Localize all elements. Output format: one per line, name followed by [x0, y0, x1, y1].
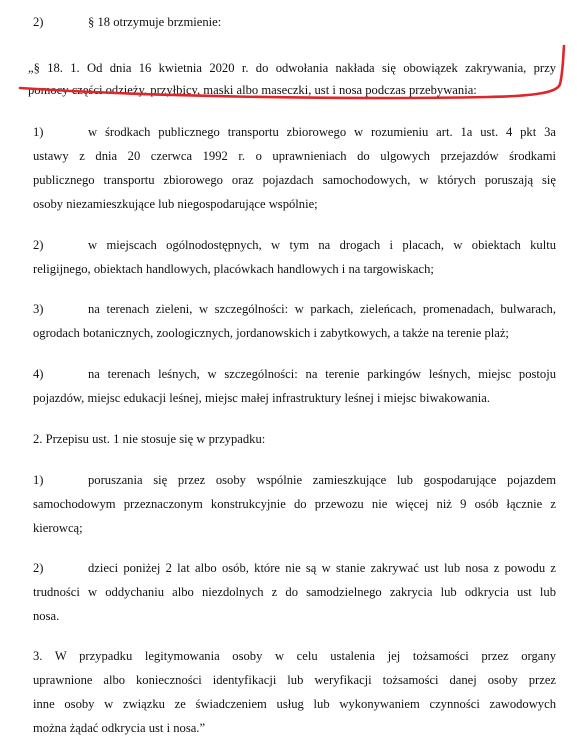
item-text-line: trudności w oddychaniu albo niezdolnych z do samodzielnego zakrycia lub odkrycia ust lub [33, 585, 556, 599]
item-text-line: ustawy z dnia 20 czerwca 1992 r. o uprawnieniach do ulgowych przejazdów środkami [33, 149, 556, 163]
item-text-line: pojazdów, miejsc edukacji leśnej, miejsc małej infrastruktury leśnej i miejsc biwakowania. [33, 391, 490, 405]
intro-text: § 18 otrzymuje brzmienie: [88, 15, 222, 29]
section-3-line: inne osoby w związku ze świadczeniem usług lub wykonywaniem czynności zawodowych [33, 697, 556, 711]
item-number: 3) [33, 302, 44, 316]
item-text-line: na terenach zieleni, w szczególności: w parkach, zieleńcach, promenadach, bulwarach, [88, 302, 556, 316]
section-3-line: można żądać odkrycia ust i nosa.” [33, 721, 206, 735]
item-text-line: w miejscach ogólnodostępnych, w tym na drogach i placach, w obiektach kultu [88, 238, 556, 252]
item-number: 1) [33, 473, 44, 487]
item-text-line: osoby niezamieszkujące lub niegospodarujące wspólnie; [33, 197, 318, 211]
item-number: 4) [33, 367, 44, 381]
item-number: 2) [33, 561, 44, 575]
section-1-lead-line-1: „§ 18. 1. Od dnia 16 kwietnia 2020 r. do odwołania nakłada się obowiązek zakrywania, przy [28, 61, 556, 75]
item-text-line: nosa. [33, 609, 60, 623]
item-text-line: na terenach leśnych, w szczególności: na terenie parkingów leśnych, miejsc postoju [88, 367, 556, 381]
item-number: 2) [33, 238, 44, 252]
item-text-line: dzieci poniżej 2 lat albo osób, które nie są w stanie zakrywać ust lub nosa z powodu z [88, 561, 556, 575]
item-text-line: ogrodach botanicznych, zoologicznych, jordanowskich i zabytkowych, a także na terenie plaż; [33, 326, 509, 340]
section-1-lead-line-2: pomocy części odzieży, przyłbicy, maski albo maseczki, ust i nosa podczas przebywania: [28, 83, 477, 97]
section-2-lead: 2. Przepisu ust. 1 nie stosuje się w przypadku: [33, 432, 266, 446]
intro-number: 2) [33, 15, 44, 29]
item-text-line: kierowcą; [33, 521, 83, 535]
item-text-line: samochodowym przeznaczonym konstrukcyjnie do przewozu nie więcej niż 9 osób łącznie z [33, 497, 556, 511]
item-text-line: poruszania się przez osoby wspólnie zamieszkujące lub gospodarujące pojazdem [88, 473, 556, 487]
item-text-line: w środkach publicznego transportu zbiorowego w rozumieniu art. 1a ust. 4 pkt 3a [88, 125, 556, 139]
item-text-line: religijnego, obiektach handlowych, placówkach handlowych i na targowiskach; [33, 262, 434, 276]
section-3-line: 3. W przypadku legitymowania osoby w celu ustalenia jej tożsamości przez organy [33, 649, 556, 663]
item-text-line: publicznego transportu zbiorowego oraz pojazdach samochodowych, w których poruszają się [33, 173, 556, 187]
section-3-line: uprawnione albo konieczności identyfikacji lub weryfikacji tożsamości danej osoby przez [33, 673, 556, 687]
item-number: 1) [33, 125, 44, 139]
